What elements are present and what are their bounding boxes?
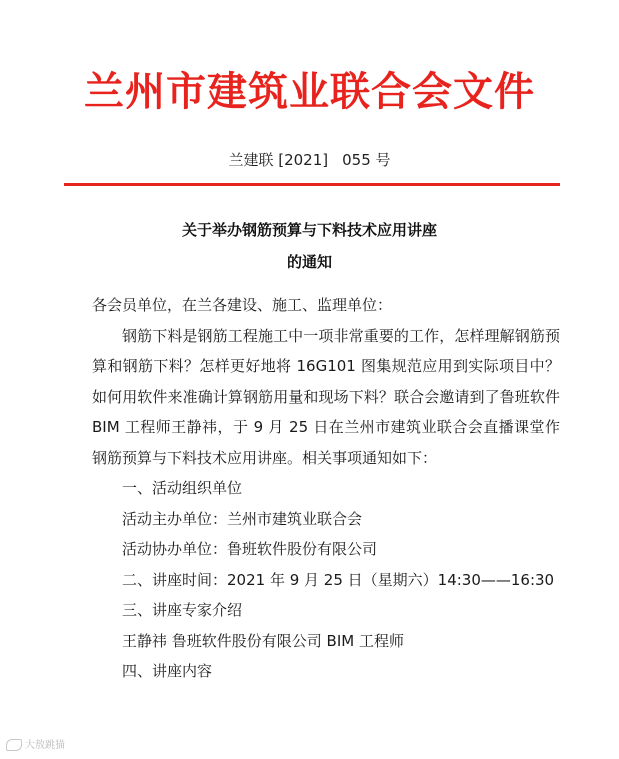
watermark-text: 大敖跳猫	[25, 740, 65, 751]
notice-body	[92, 290, 560, 687]
document-number	[0, 149, 619, 171]
organizer-line: 活动主办单位：兰州市建筑业联合会	[122, 509, 363, 528]
notice-title-line-1: 关于举办钢筋预算与下料技术应用讲座	[181, 221, 437, 239]
notice-title-line-2: 的通知	[286, 253, 332, 271]
notice-title	[0, 214, 619, 278]
document-number-prefix: 兰建联 [2021]	[228, 151, 329, 169]
section-1-heading: 一、活动组织单位	[122, 479, 243, 497]
salutation: 各会员单位，在兰各建设、施工、监理单位：	[92, 296, 393, 314]
section-4-heading: 四、讲座内容	[122, 662, 213, 680]
section-3-heading: 三、讲座专家介绍	[122, 601, 243, 619]
watermark-logo-icon	[6, 739, 22, 751]
document-number-value: 055 号	[342, 151, 391, 169]
intro-paragraph: 钢筋下料是钢筋工程施工中一项非常重要的工作，怎样理解钢筋预算和钢筋下料？怎样更好地将 16G101 图集规范应用到实际项目中？如何用软件来准确计算钢筋用量和现场下料？联合会邀请到了鲁班软件 BIM 工程师王静祎，于 9 月 25 日在兰州市建筑业联合会直播课堂作钢筋预算与下料技术应用讲座。相关事项通知如下：	[92, 326, 560, 467]
document-header-title: 兰州市建筑业联合会文件	[84, 68, 535, 115]
section-2-lecture-time: 二、讲座时间：2021 年 9 月 25 日（星期六）14:30——16:30	[122, 570, 555, 589]
header-red-rule	[64, 183, 560, 186]
watermark	[6, 736, 65, 751]
co-organizer-line: 活动协办单位：鲁班软件股份有限公司	[122, 540, 378, 558]
expert-line: 王静祎 鲁班软件股份有限公司 BIM 工程师	[122, 631, 404, 650]
